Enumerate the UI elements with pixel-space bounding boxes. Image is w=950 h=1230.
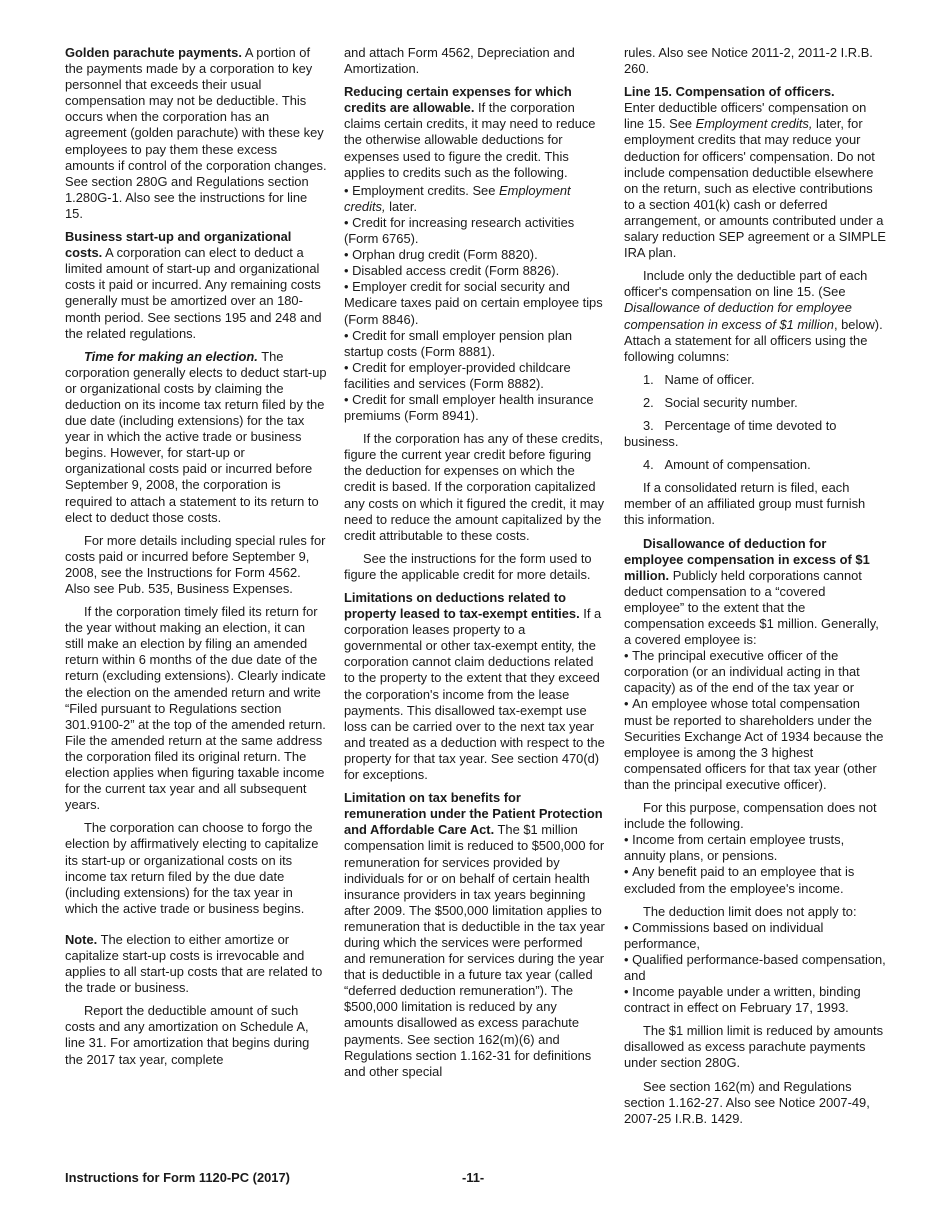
list-item: • Employer credit for social security and Medicare taxes paid on certain employee tips (Form 8846).	[344, 279, 606, 327]
reduced-limit-paragraph: The $1 million limit is reduced by amounts disallowed as excess parachute payments under section 280G.	[624, 1023, 884, 1071]
list-item: • An employee whose total compensation must be reported to shareholders under the Securities Exchange Act of 1934 because the employee is among the 3 highest compensated officers for that tax year (other than the principal executive officer).	[624, 696, 886, 793]
list-item: • Orphan drug credit (Form 8820).	[344, 247, 606, 263]
excluded-list	[624, 832, 886, 896]
startup-costs-text: A corporation can elect to deduct a limited amount of start-up and organizational costs it paid or incurred. Any remaining costs generally must be amortized over an 180-month period. See sections 195 and 248 and the related regulations.	[65, 245, 322, 341]
details-paragraph: For more details including special rules for costs paid or incurred before September 9, 2008, see the Instructions for Form 4562. Also see Pub. 535, Business Expenses.	[65, 532, 326, 596]
disallowance-text: Publicly held corporations cannot deduct compensation to a “covered employee” to the extent that the compensation exceeds $1 million. Generally, a covered employee is:	[624, 567, 879, 648]
list-item: • Credit for small employer pension plan startup costs (Form 8881).	[344, 328, 606, 360]
disallowance-paragraph	[624, 536, 886, 649]
reducing-expenses-heading: Reducing certain expenses for which credits are allowable.	[344, 84, 572, 116]
line15-paragraph: Line 15. Compensation of officers. Enter deductible officers' compensation on line 15. See Employment credits, later, for employment credits that may reduce your deduction for officers' compensation. Do not include compensation deductible elsewhere on the return, such as elective contributions to a section 401(k) cash or deferred arrangement, or amounts contributed under a salary reduction SEP agreement or a SIMPLE IRA plan.	[624, 84, 887, 261]
golden-parachute-text: A portion of the payments made by a corporation to key personnel that exceeds their usual compensation may not be deductible. This occurs when the corporation has an agreement (golden parachute) with these key employees to pay them these excess amounts if control of the corporation changes. See section 280G and Regulations section 1.280G-1. Also see the instructions for line 15.	[65, 45, 327, 221]
note-paragraph	[65, 932, 327, 996]
list-item: • Disabled access credit (Form 8826).	[344, 263, 606, 279]
list-item: • Credit for small employer health insurance premiums (Form 8941).	[344, 392, 606, 424]
list-item: • Income from certain employee trusts, annuity plans, or pensions.	[624, 832, 886, 864]
not-apply-list	[624, 920, 886, 1017]
list-item: • The principal executive officer of the corporation (or an individual acting in that capacity) as of the end of the tax year or	[624, 648, 886, 696]
reducing-expenses-paragraph	[344, 84, 606, 181]
list-item: • Commissions based on individual performance,	[624, 920, 886, 952]
tax-exempt-lease-text: If a corporation leases property to a governmental or other tax-exempt entity, the corporation cannot claim deductions related to the property to the extent that they exceed the corporation's income from the lease payments. This disallowed tax-exempt use loss can be carried over to the next tax year and treated as a deduction with respect to the property for that tax year. See section 470(d) for exceptions.	[344, 606, 605, 783]
election-paragraph	[65, 349, 327, 526]
list-item: 1. Name of officer.	[643, 371, 755, 387]
consolidated-paragraph: If a consolidated return is filed, each member of an affiliated group must furnish this information.	[624, 480, 866, 528]
list-item: • Credit for employer-provided childcare facilities and services (Form 8882).	[344, 360, 606, 392]
list-item: 3. Percentage of time devoted to business.	[624, 417, 837, 450]
note-heading: Note.	[65, 931, 98, 947]
disallowance-heading: Disallowance of deduction for employee compensation in excess of $1 million.	[624, 535, 870, 583]
continued-text: and attach Form 4562, Depreciation and Amortization.	[344, 45, 575, 77]
timely-filed-paragraph: If the corporation timely filed its return for the year without making an election, it can still make an election by filing an amended return within 6 months of the due date of the return (excluding extensions). Clearly indicate the election on the amended return and write “Filed pursuant to Regulations section 301.9100-2” at the top of the amended return. File the amended return at the same address the corporation filed its original return. The election applies when figuring taxable income for the current tax year and all subsequent years.	[65, 604, 326, 813]
reducing-expenses-text: If the corporation claims certain credits, it may need to reduce the otherwise allowable deductions for expenses used to figure the credit. This applies to credits such as the following.	[344, 100, 596, 180]
include-paragraph: Include only the deductible part of each officer's compensation on line 15. (See Disallowance of deduction for employee compensation in excess of $1 million, below). Attach a statement for all officers using the following columns:	[624, 268, 883, 364]
officer-columns-list	[624, 372, 886, 473]
page-number: -11-	[462, 1170, 485, 1185]
note-text: The election to either amortize or capitalize start-up costs is irrevocable and applies to all start-up costs that are related to the trade or business.	[65, 931, 323, 996]
golden-parachute-paragraph	[65, 45, 327, 222]
ppaca-heading: Limitation on tax benefits for remuneration under the Patient Protection and Affordable Care Act.	[344, 790, 603, 838]
column-left	[65, 45, 327, 1075]
ppaca-text: The $1 million compensation limit is reduced to $500,000 for remuneration for services provided by individuals for or on behalf of certain health insurance providers in tax years beginning after 2009. The $500,000 limitation applies to remuneration that is deductible in the tax year during which the services were performed and remuneration for services during the year that is deductible in a future tax year (called “deferred deduction remuneration”). The $500,000 limitation is reduced by any amounts disallowed as excess parachute payments. See section 162(m)(6) and Regulations section 1.162-31 for definitions and other special	[344, 822, 605, 1079]
list-item: • Any benefit paid to an employee that is excluded from the employee's income.	[624, 864, 886, 896]
startup-costs-heading: Business start-up and organizational costs.	[65, 229, 292, 261]
limit-not-apply-paragraph: The deduction limit does not apply to:	[643, 903, 857, 919]
continued-text: rules. Also see Notice 2011-2, 2011-2 I.R.B. 260.	[624, 45, 873, 77]
tax-exempt-lease-paragraph	[344, 590, 606, 783]
election-heading: Time for making an election.	[84, 348, 258, 364]
if-credits-paragraph: If the corporation has any of these credits, figure the current year credit before figuring the deduction for expenses on which the credit is based. If the corporation capitalized any costs on which it figured the credit, it may need to reduce the amount capitalized by the credit attributable to these costs.	[344, 431, 605, 543]
form-title: Instructions for Form 1120-PC (2017)	[65, 1170, 290, 1185]
report-paragraph: Report the deductible amount of such costs and any amortization on Schedule A, line 31. For amortization that begins during the 2017 tax year, complete	[65, 1003, 310, 1067]
tax-exempt-lease-heading: Limitations on deductions related to property leased to tax-exempt entities.	[344, 590, 580, 622]
purpose-paragraph: For this purpose, compensation does not include the following.	[624, 800, 877, 832]
column-right	[624, 45, 886, 1134]
see-162m-paragraph: See section 162(m) and Regulations section 1.162-27. Also see Notice 2007-49, 2007-25 I.R.B. 1429.	[624, 1078, 870, 1126]
see-instructions-paragraph: See the instructions for the form used to figure the applicable credit for more details.	[344, 550, 592, 582]
ppaca-paragraph	[344, 790, 606, 1080]
credits-list	[344, 183, 606, 424]
forgo-election-paragraph: The corporation can choose to forgo the election by affirmatively electing to capitalize its start-up or organizational costs on its income tax return filed by the due date (including extensions) for the tax year in which the active trade or business begins.	[65, 820, 319, 916]
startup-costs-paragraph	[65, 229, 327, 342]
list-item: • Income payable under a written, binding contract in effect on February 17, 1993.	[624, 984, 886, 1016]
election-text: The corporation generally elects to deduct start-up or organizational costs by claiming the deduction on its income tax return filed by the due date (including extensions) for the tax year in which the active trade or business begins. However, for start-up or organizational costs paid or incurred before September 9, 2008, the corporation is required to attach a statement to its return to elect to deduct those costs.	[65, 348, 327, 525]
list-item: • Credit for increasing research activities (Form 6765).	[344, 215, 606, 247]
covered-employee-list	[624, 648, 886, 793]
list-item: • Employment credits. See Employment credits, later.	[344, 183, 606, 215]
list-item: 2. Social security number.	[643, 394, 798, 410]
line15-heading: Line 15. Compensation of officers.	[624, 84, 835, 100]
column-middle	[344, 45, 606, 1087]
golden-parachute-heading: Golden parachute payments.	[65, 45, 242, 60]
list-item: • Qualified performance-based compensation, and	[624, 952, 886, 984]
list-item: 4. Amount of compensation.	[643, 457, 811, 473]
